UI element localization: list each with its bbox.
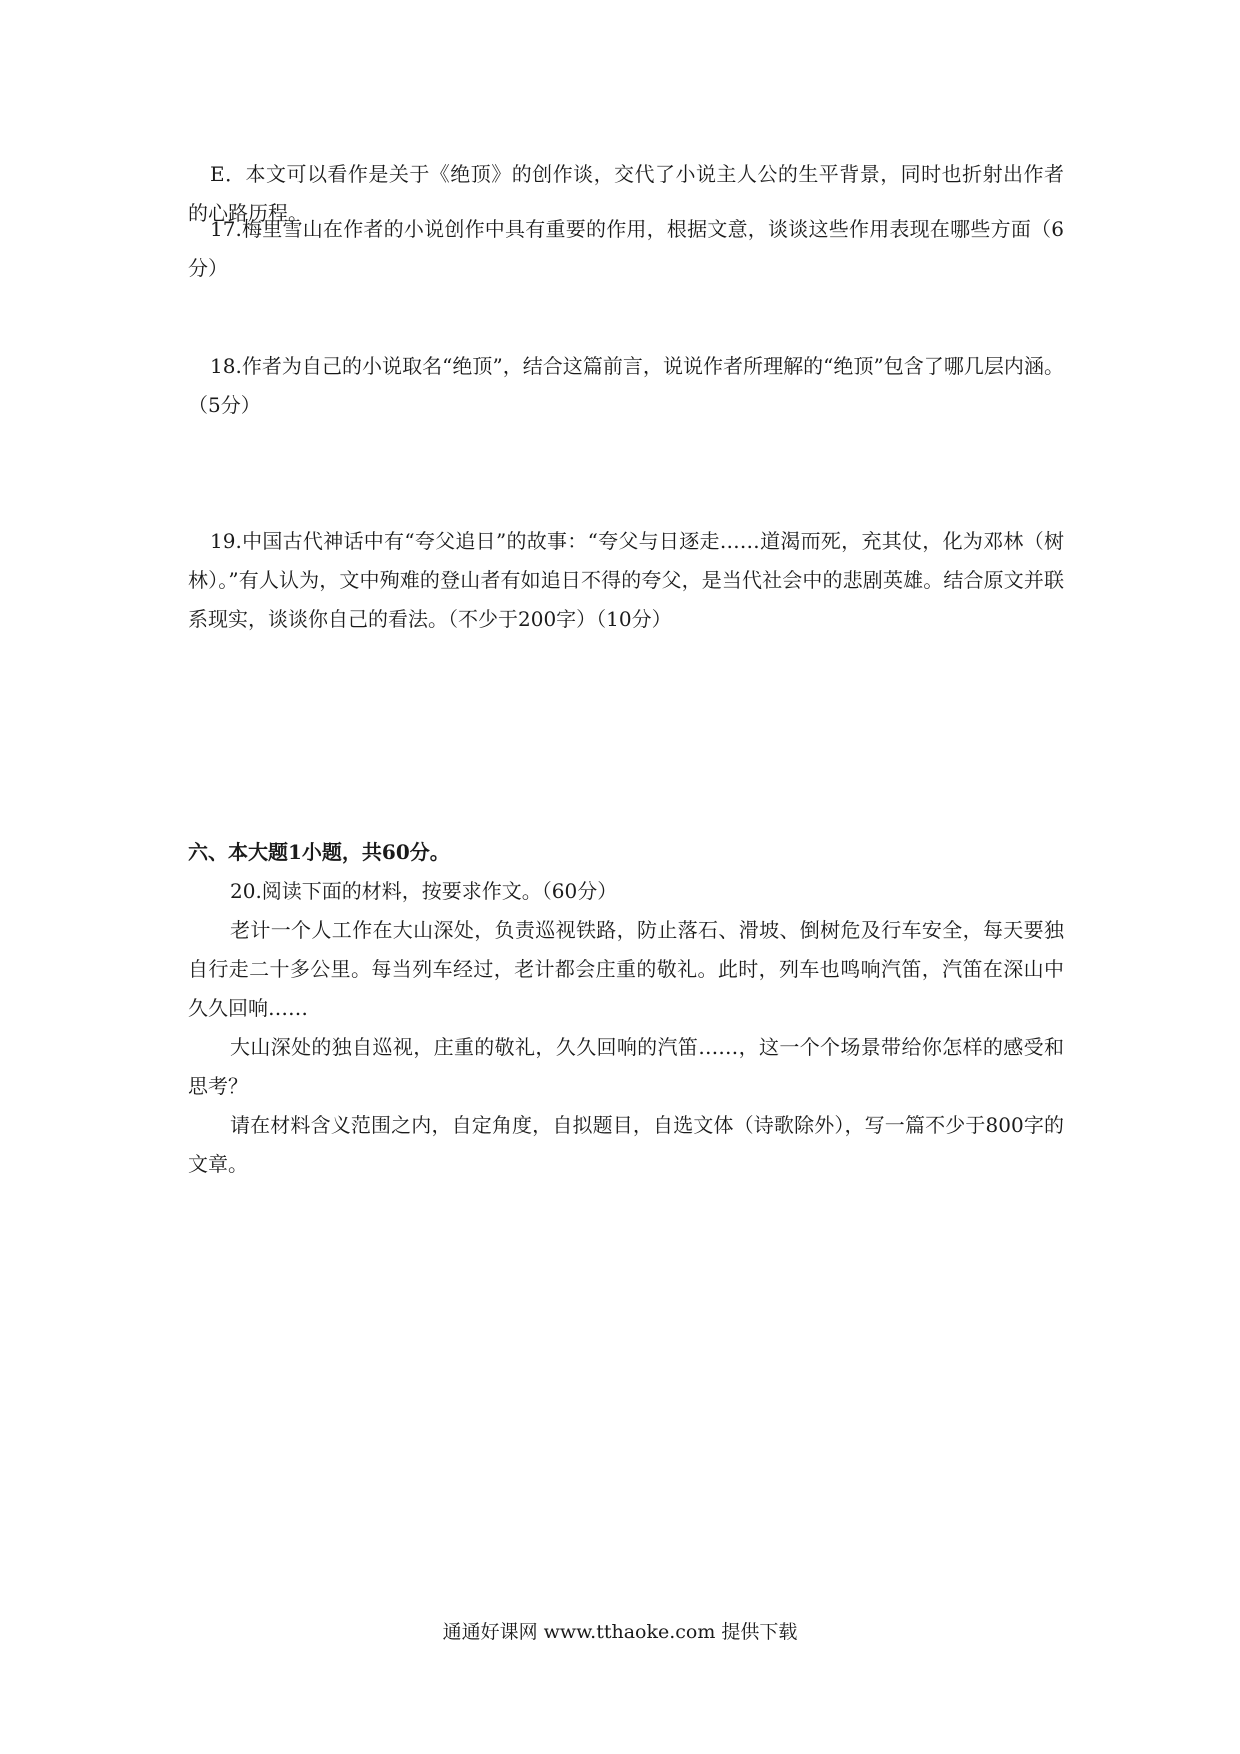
section-6 bbox=[188, 833, 1064, 1184]
question-18 bbox=[188, 347, 1064, 425]
material-paragraph-2: 大山深处的独自巡视，庄重的敬礼，久久回响的汽笛……，这一个个场景带给你怎样的感受和思考？ bbox=[188, 1035, 1064, 1098]
material-paragraph-1: 老计一个人工作在大山深处，负责巡视铁路，防止落石、滑坡、倒树危及行车安全，每天要独自行走二十多公里。每当列车经过，老计都会庄重的敬礼。此时，列车也鸣响汽笛，汽笛在深山中久久回响…… bbox=[188, 918, 1064, 1020]
question-19-text: 19.中国古代神话中有“夸父追日”的故事：“夸父与日逐走……道渴而死，充其仗，化为邓林（树林）。”有人认为，文中殉难的登山者有如追日不得的夸父，是当代社会中的悲剧英雄。结合原文并联系现实，谈谈你自己的看法。（不少于200字）（10分） bbox=[188, 529, 1064, 631]
option-e-text: E．本文可以看作是关于《绝顶》的创作谈，交代了小说主人公的生平背景，同时也折射出作者的心路历程。 bbox=[188, 162, 1064, 225]
page-footer: 通通好课网 www.tthaoke.com 提供下载 bbox=[442, 1621, 798, 1643]
section-6-heading: 六、本大题1小题，共60分。 bbox=[188, 840, 450, 864]
writing-instruction: 请在材料含义范围之内，自定角度，自拟题目，自选文体（诗歌除外），写一篇不少于800字的文章。 bbox=[188, 1113, 1064, 1176]
question-17-text: 17.梅里雪山在作者的小说创作中具有重要的作用，根据文意，谈谈这些作用表现在哪些方面（6分） bbox=[188, 217, 1064, 280]
question-17 bbox=[188, 210, 1064, 288]
question-19 bbox=[188, 522, 1064, 639]
question-20-text: 20.阅读下面的材料，按要求作文。（60分） bbox=[230, 879, 618, 903]
question-18-text: 18.作者为自己的小说取名“绝顶”，结合这篇前言，说说作者所理解的“绝顶”包含了哪几层内涵。（5分） bbox=[188, 354, 1064, 417]
